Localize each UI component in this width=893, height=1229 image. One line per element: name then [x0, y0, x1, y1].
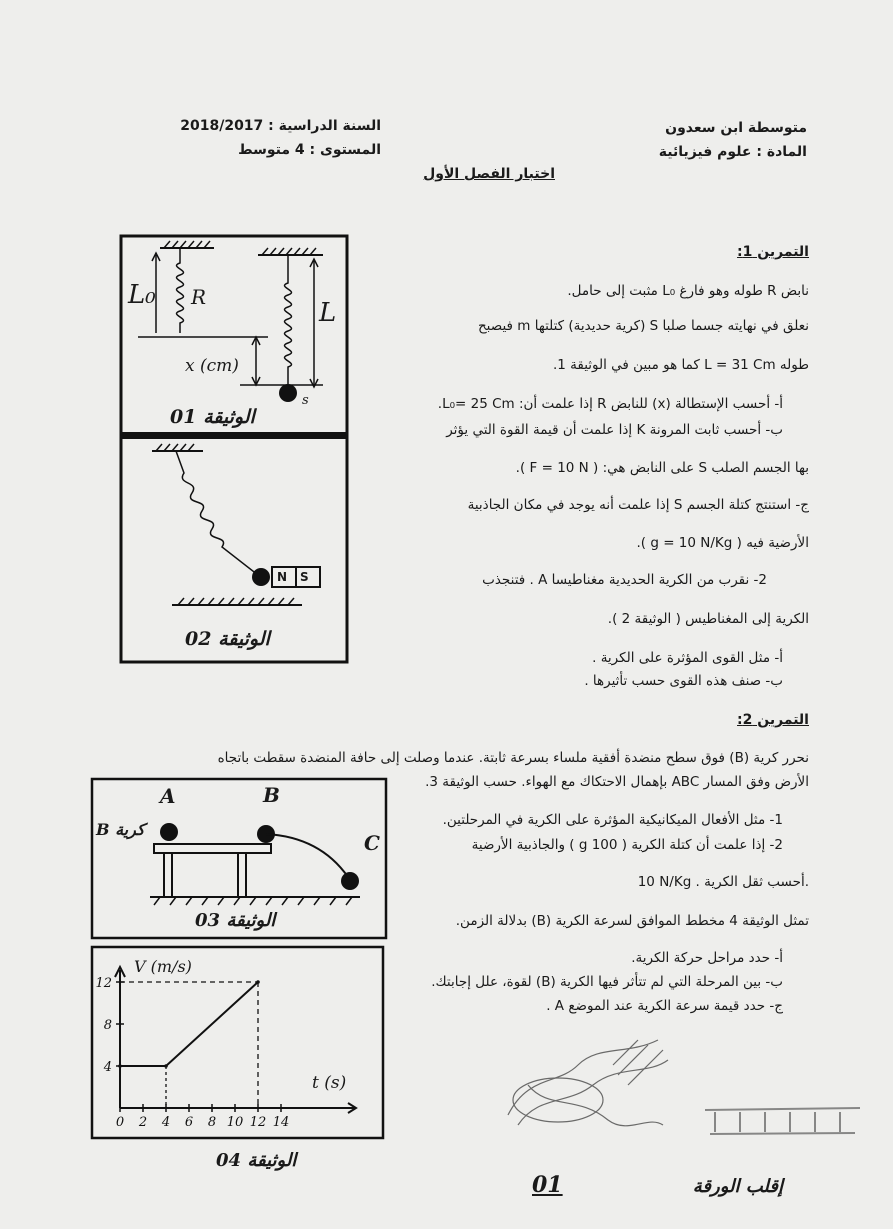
ex2-line: الأرض وفق المسار ABC بإهمال الاحتكاك مع الهواء. حسب الوثيقة 3. [425, 774, 809, 790]
signature-scribble [700, 1100, 865, 1140]
x-tick-label: 2 [138, 1115, 148, 1130]
data-point [118, 1064, 122, 1068]
doc2-label: الوثيقة 02 [185, 628, 270, 650]
subject: المادة : علوم فيزيائية [658, 144, 807, 160]
school-name: متوسطة ابن سعدون [665, 120, 807, 136]
y-tick-label: 12 [95, 976, 112, 991]
ex1-line: الأرضية فيه ( g = 10 N/Kg ). [636, 535, 809, 551]
t-axis-label: t (s) [312, 1073, 347, 1093]
point-A: A [160, 784, 176, 808]
ex1-line: ج- استنتج كتلة الجسم S إذا علمت أنه يوجد في مكان الجاذبية [467, 497, 809, 513]
x-tick-label: 0 [115, 1115, 125, 1130]
label-L0: L₀ [128, 280, 156, 310]
velocity-series-line [120, 982, 258, 1066]
ex1-line: نابض R طوله وهو فارغ L₀ مثبت إلى حامل. [567, 283, 809, 299]
ex1-line: أ- أحسب الإستطالة (x) للنابض R إذا علمت أن: L₀= 25 Cm. [437, 396, 783, 412]
magnet-N: N [277, 570, 288, 584]
exercise2-title: التمرين 2: [737, 712, 809, 728]
y-tick-label: 8 [103, 1018, 112, 1033]
chart-plot-area [95, 967, 356, 1130]
label-S: s [302, 393, 309, 408]
ex1-line: أ- مثل القوى المؤثرة على الكرية . [592, 650, 783, 666]
x-tick-label: 12 [249, 1115, 267, 1130]
ex2-line: نحرر كرية (B) فوق سطح منضدة أفقية ملساء بسرعة ثابتة. عندما وصلت إلى حافة المنضدة سقطت باتجاه [217, 750, 809, 766]
doc3-label: الوثيقة 03 [195, 910, 276, 931]
ball-label: B كرية [96, 820, 145, 839]
ex1-line: الكرية إلى المغناطيس ( الوثيقة 2 ). [607, 611, 809, 627]
ex2-line: ب- بين المرحلة التي لم تتأثر فيها الكرية (B) لقوة، علل إجابتك. [431, 974, 783, 990]
x-tick-label: 4 [161, 1115, 171, 1130]
level: المستوى : 4 متوسط [238, 142, 381, 158]
data-point [256, 980, 260, 984]
ex2-line: أ- حدد مراحل حركة الكرية. [631, 950, 783, 966]
turn-page: إقلب الورقة [692, 1176, 783, 1197]
label-R: R [191, 285, 207, 309]
ex1-line: نعلق في نهايته جسما صلبا S (كرية حديدية) كتلتها m فيصبح [477, 318, 809, 334]
ex2-line: 2- إذا علمت أن كتلة الكرية ( 100 g ) والجاذبية الأرضية [471, 837, 783, 853]
ex2-line: 1- مثل الأفعال الميكانيكية المؤثرة على الكرية في المرحلتين. [442, 812, 783, 828]
x-tick-label: 10 [226, 1115, 244, 1130]
ex1-line: 2- نقرب من الكرية الحديدية مغناطيسا A . فتنجذب [482, 572, 767, 588]
point-C: C [364, 831, 380, 855]
exam-title: اختبار الفصل الأول [423, 166, 555, 182]
ex2-line: ج- حدد قيمة سرعة الكرية عند الموضع A . [546, 998, 783, 1014]
data-point [164, 1064, 168, 1068]
y-tick-label: 4 [103, 1060, 112, 1075]
x-tick-label: 8 [207, 1115, 217, 1130]
page-number: 01 [532, 1172, 563, 1198]
ex1-line: طوله L = 31 Cm كما هو مبين في الوثيقة 1. [552, 357, 809, 373]
doc4-label: الوثيقة 04 [216, 1150, 297, 1171]
ex1-line: ب- أحسب ثابت المرونة K إذا علمت أن قيمة القوة التي يؤثر [446, 422, 783, 438]
ex1-line: بها الجسم الصلب S على النابض هي: ( F = 10 N ). [515, 460, 809, 476]
ex2-line: 10 N/Kg . أحسب ثقل الكرية. [637, 874, 809, 890]
x-tick-label: 6 [184, 1115, 194, 1130]
x-tick-label: 14 [272, 1115, 290, 1130]
magnet-S: S [300, 570, 309, 584]
v-axis-label: V (m/s) [134, 957, 192, 976]
label-x: x (cm) [185, 356, 239, 376]
school-stamp [498, 1025, 680, 1145]
point-B: B [263, 783, 280, 807]
doc1-label: الوثيقة 01 [170, 406, 255, 428]
exercise1-title: التمرين 1: [737, 244, 809, 260]
ex1-line: ب- صنف هذه القوى حسب تأثيرها . [584, 673, 783, 689]
ex2-line: تمثل الوثيقة 4 مخطط الموافق لسرعة الكرية (B) بدلالة الزمن. [455, 913, 809, 929]
label-L: L [319, 298, 337, 328]
school-year: السنة الدراسية : 2018/2017 [180, 118, 381, 134]
